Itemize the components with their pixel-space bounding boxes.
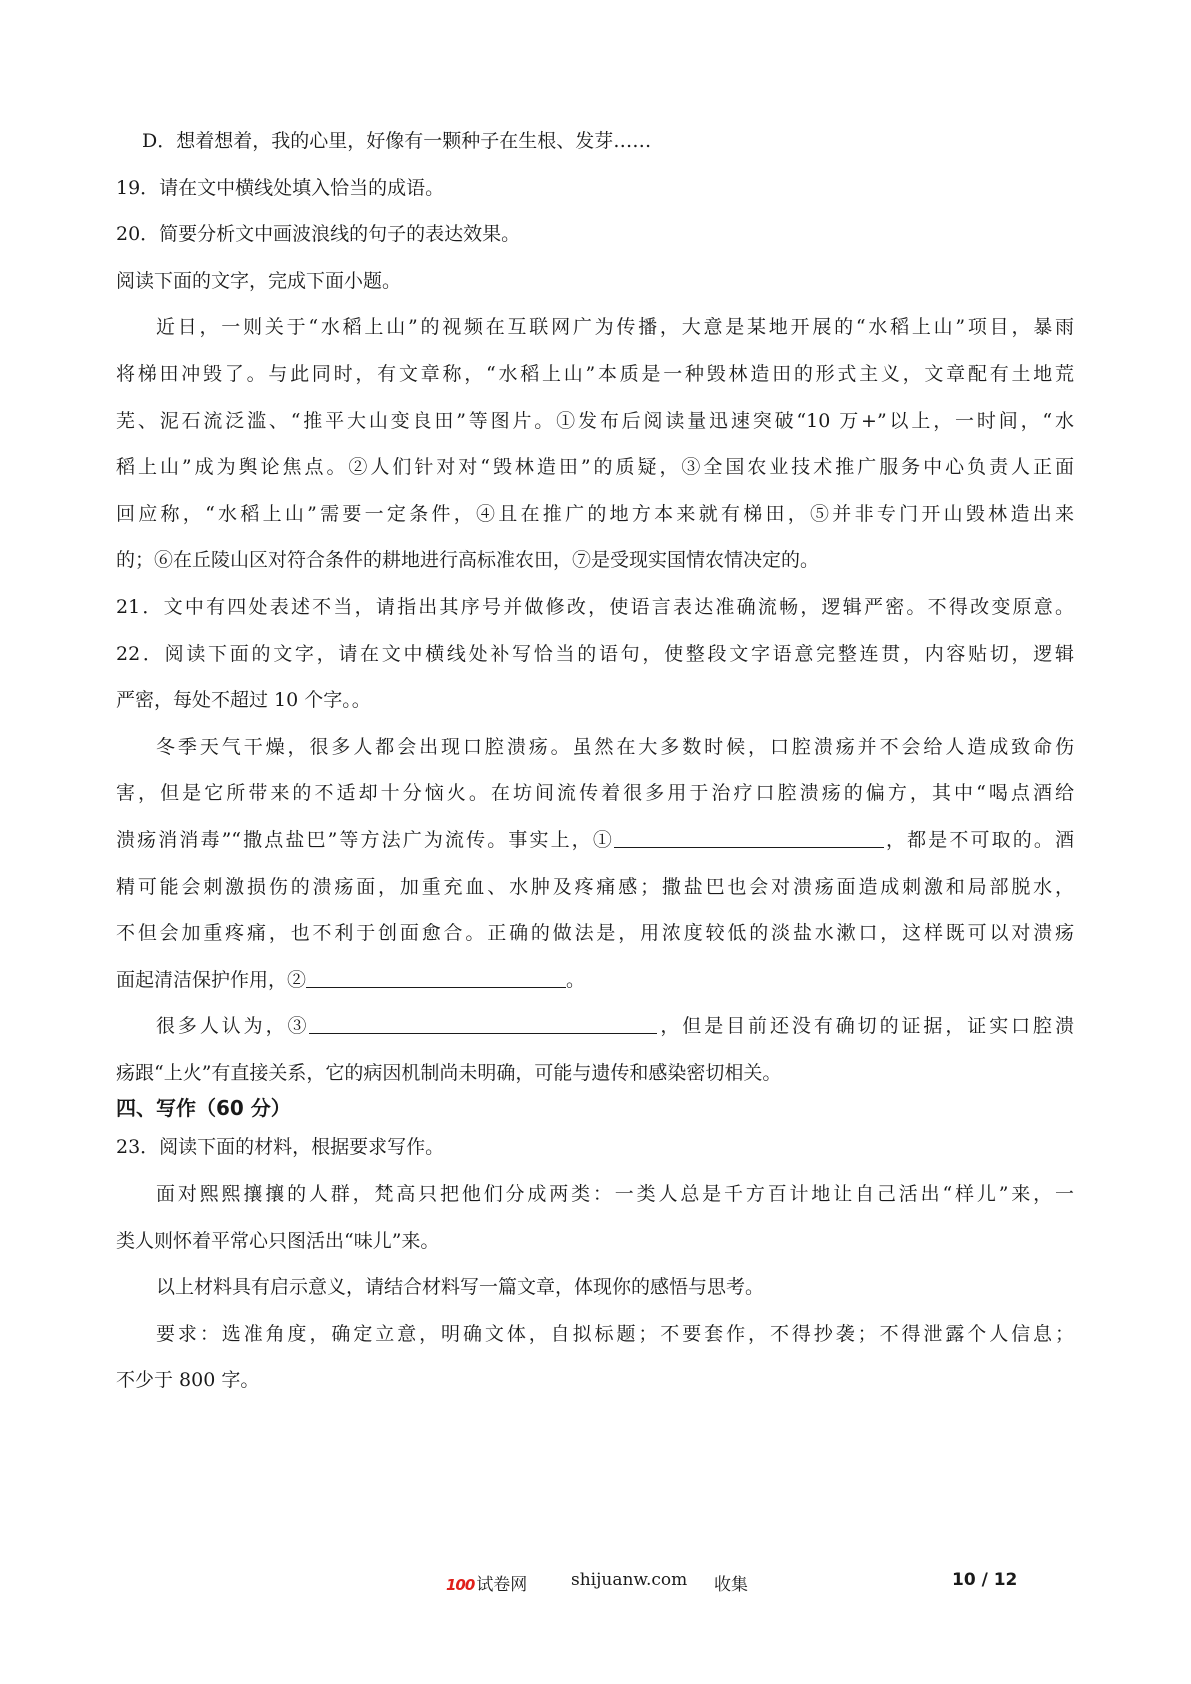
text-segment: 很多人认为， xyxy=(156,1015,288,1038)
answer-blank-3[interactable] xyxy=(309,1013,657,1034)
collect-label: 收集 xyxy=(714,1575,748,1595)
document-body xyxy=(116,118,1074,1404)
passage-rice-line: 回应称，“水稻上山”需要一定条件，④且在推广的地方本来就有梯田，⑤并非专门开山毁林造出来 xyxy=(116,502,1074,525)
passage-ulcer-line: 冬季天气干燥，很多人都会出现口腔溃疡。虽然在大多数时候，口腔溃疡并不会给人造成致命伤 xyxy=(156,735,1074,758)
answer-blank-1[interactable] xyxy=(614,827,884,848)
section-heading: 四、写作（60 分） xyxy=(116,1096,291,1121)
requirements-line: 要求：选准角度，确定立意，明确文体，自拟标题；不要套作，不得抄袭；不得泄露个人信息； xyxy=(156,1322,1074,1345)
text-segment: ，但是目前还没有确切的证据，证实口腔溃 xyxy=(657,1015,1074,1038)
reading-instruction: 阅读下面的文字，完成下面小题。 xyxy=(116,269,402,292)
passage-ulcer-line xyxy=(116,817,1074,864)
page-number: 10 / 12 xyxy=(952,1570,1018,1590)
blank-marker-2: ② xyxy=(287,968,307,991)
page-footer xyxy=(0,1570,1191,1600)
question-20: 20．简要分析文中画波浪线的句子的表达效果。 xyxy=(116,223,521,246)
question-22: 22．阅读下面的文字，请在文中横线处补写恰当的语句，使整段文字语意完整连贯，内容贴切，逻辑 xyxy=(116,642,1074,665)
question-21: 21．文中有四处表述不当，请指出其序号并做修改，使语言表达准确流畅，逻辑严密。不得改变原意。 xyxy=(116,595,1074,618)
blank-marker-3: ③ xyxy=(287,1015,310,1038)
logo-text: 试卷网 xyxy=(476,1575,528,1595)
passage-rice-line: 稻上山”成为舆论焦点。②人们针对对“毁林造田”的质疑，③全国农业技术推广服务中心负责人正面 xyxy=(116,456,1074,479)
material-line: 面对熙熙攘攘的人群，梵高只把他们分成两类：一类人总是千方百计地让自己活出“样儿”来，一 xyxy=(156,1183,1074,1206)
passage-rice-line: 近日，一则关于“水稻上山”的视频在互联网广为传播，大意是某地开展的“水稻上山”项目，暴雨 xyxy=(156,316,1074,339)
passage-ulcer-line: 疡跟“上火”有直接关系，它的病因机制尚未明确，可能与遗传和感染密切相关。 xyxy=(116,1061,782,1084)
passage-rice-line: 将梯田冲毁了。与此同时，有文章称，“水稻上山”本质是一种毁林造田的形式主义，文章配有土地荒 xyxy=(116,362,1074,385)
passage-ulcer-line: 不但会加重疼痛，也不利于创面愈合。正确的做法是，用浓度较低的淡盐水漱口，这样既可以对溃疡 xyxy=(116,922,1074,945)
passage-rice-line: 芜、泥石流泛滥、“推平大山变良田”等图片。①发布后阅读量迅速突破“10 万+”以上，一时间，“水 xyxy=(116,409,1074,432)
requirements-line: 不少于 800 字。 xyxy=(116,1369,260,1392)
site-logo xyxy=(446,1570,527,1595)
material-line: 类人则怀着平常心只图活出“味儿”来。 xyxy=(116,1229,440,1252)
option-d: D．想着想着，我的心里，好像有一颗种子在生根、发芽…… xyxy=(142,130,652,152)
blank-marker-1: ① xyxy=(592,828,614,851)
logo-mark: 100 xyxy=(446,1576,475,1594)
passage-ulcer-line xyxy=(116,957,1074,1004)
passage-rice-line: 的；⑥在丘陵山区对符合条件的耕地进行高标准农田，⑦是受现实国情农情决定的。 xyxy=(116,549,820,572)
passage-ulcer-line xyxy=(116,1003,1074,1050)
passage-ulcer-line: 精可能会刺激损伤的溃疡面，加重充血、水肿及疼痛感；撒盐巴也会对溃疡面造成刺激和局部脱水， xyxy=(116,875,1074,898)
site-url: shijuanw.com xyxy=(571,1570,688,1590)
question-19: 19．请在文中横线处填入恰当的成语。 xyxy=(116,176,445,199)
prompt-line: 以上材料具有启示意义，请结合材料写一篇文章，体现你的感悟与思考。 xyxy=(156,1276,765,1299)
passage-ulcer-line: 害，但是它所带来的不适却十分恼火。在坊间流传着很多用于治疗口腔溃疡的偏方，其中“喝点酒给 xyxy=(116,782,1074,805)
question-23: 23．阅读下面的材料，根据要求写作。 xyxy=(116,1136,445,1159)
answer-blank-2[interactable] xyxy=(306,967,566,988)
text-segment: ，都是不可取的。酒 xyxy=(883,828,1074,851)
text-segment: 。 xyxy=(566,968,586,991)
question-22-cont: 严密，每处不超过 10 个字。。 xyxy=(116,689,371,712)
text-segment: 面起清洁保护作用， xyxy=(116,968,288,991)
text-segment: 溃疡消消毒”“撒点盐巴”等方法广为流传。事实上， xyxy=(116,828,593,851)
